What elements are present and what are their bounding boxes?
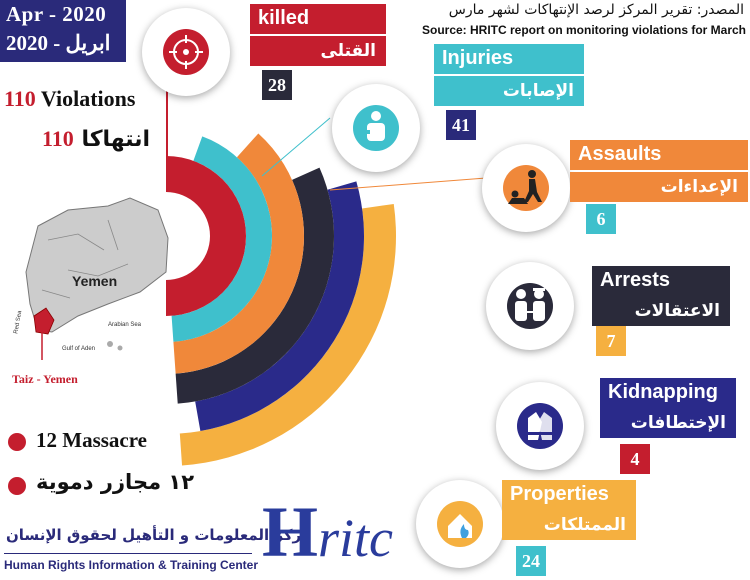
source-ar: المصدر: تقرير المركز لرصد الإنتهاكات لشهر مارس <box>448 2 744 18</box>
crosshair-icon <box>142 8 230 96</box>
violations-count: 110 <box>4 86 36 111</box>
violations-ar-label: انتهاكا <box>81 127 151 152</box>
violations-label: Violations <box>35 86 136 111</box>
map-location-label: Taiz - Yemen <box>12 372 78 386</box>
map-country-label: Yemen <box>72 273 118 289</box>
date-en: Apr - 2020 <box>6 2 107 26</box>
massacre-dot <box>8 433 26 451</box>
kidnapping-icon-circle <box>496 382 584 470</box>
arrests-label-en: Arrests <box>592 266 730 296</box>
violations-ar-count: 110 <box>42 126 74 151</box>
handcuffs-icon <box>496 382 584 470</box>
properties-label-en: Properties <box>502 480 636 510</box>
kidnapping-label-en: Kidnapping <box>600 378 736 408</box>
kidnapping-count: 4 <box>620 444 650 474</box>
killed-count: 28 <box>262 70 292 100</box>
injuries-count: 41 <box>446 110 476 140</box>
date-ar: ابريل - 2020 <box>6 31 111 55</box>
map-gulf-label: Gulf of Aden <box>62 346 96 352</box>
assault-icon <box>482 144 570 232</box>
assaults-count: 6 <box>586 204 616 234</box>
assaults-label-en: Assaults <box>570 140 748 170</box>
yemen-map <box>8 180 178 370</box>
logo-rest: ritc <box>318 508 394 568</box>
injuries-connector <box>262 118 330 176</box>
burning-house-icon <box>416 480 504 568</box>
massacre-en: 12 Massacre <box>36 428 147 452</box>
killed-label-en: killed <box>250 4 386 34</box>
properties-label-ar: الممتلكات <box>502 510 636 540</box>
hritc-logo <box>262 492 394 572</box>
logo-h: H <box>262 492 319 572</box>
injured-person-icon <box>332 84 420 172</box>
org-name-en: Human Rights Information & Training Center <box>4 558 259 572</box>
massacre-ar: ١٢ مجازر دموية <box>36 470 195 494</box>
properties-count: 24 <box>516 546 546 576</box>
properties-icon-circle <box>416 480 504 568</box>
killed-label-ar: القتلى <box>250 36 386 66</box>
kidnapping-label-ar: الإختطافات <box>600 408 736 438</box>
map-arabian-sea-label: Arabian Sea <box>108 322 142 328</box>
assaults-label-ar: الإعداءات <box>570 172 748 202</box>
injuries-label-en: Injuries <box>434 44 584 74</box>
killed-icon-circle <box>142 8 230 96</box>
arrests-count: 7 <box>596 326 626 356</box>
massacre-ar-dot <box>8 477 26 495</box>
arrests-icon-circle <box>486 262 574 350</box>
arrest-icon <box>486 262 574 350</box>
org-name-ar: مركز المعلومات و التأهيل لحقوق الإنسان <box>6 526 312 544</box>
injuries-icon-circle <box>332 84 420 172</box>
org-divider <box>4 553 252 554</box>
map-red-sea-label: Red Sea <box>13 310 24 335</box>
assaults-icon-circle <box>482 144 570 232</box>
source-en: Source: HRITC report on monitoring violations for March <box>421 23 746 37</box>
injuries-label-ar: الإصابات <box>434 76 584 106</box>
arrests-label-ar: الاعتقالات <box>592 296 730 326</box>
